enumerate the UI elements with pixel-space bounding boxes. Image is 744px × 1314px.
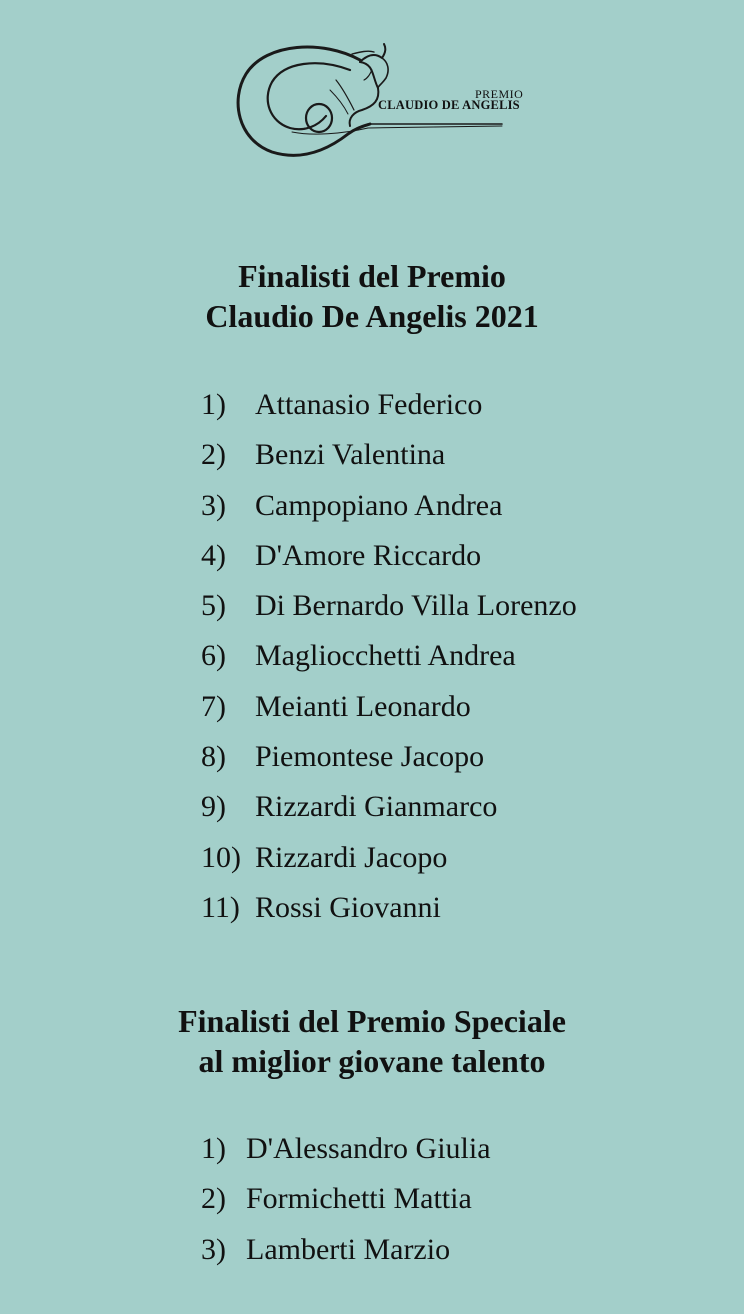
list-item-name: D'Alessandro Giulia: [246, 1132, 491, 1165]
list-item: [201, 535, 721, 585]
logo-name-text: CLAUDIO DE ANGELIS: [378, 98, 520, 112]
list-item-number: 4): [201, 538, 226, 572]
list-item-name: Rizzardi Gianmarco: [255, 790, 498, 824]
section1-title-line1: Finalisti del Premio: [238, 258, 506, 294]
list-item-name: Campopiano Andrea: [255, 488, 503, 522]
list-item-name: Meianti Leonardo: [255, 689, 471, 723]
section1-title-line2: Claudio De Angelis 2021: [205, 298, 539, 334]
list-item-number: 3): [201, 1232, 226, 1266]
list-item-number: 5): [201, 589, 226, 623]
list-item-number: 1): [201, 1132, 226, 1165]
list-item-number: 6): [201, 639, 226, 673]
list-item-name: Magliocchetti Andrea: [255, 639, 516, 673]
section2-title: [0, 1001, 744, 1081]
list-item-number: 9): [201, 790, 226, 824]
finalists-list: [201, 384, 721, 937]
list-item-number: 2): [201, 438, 226, 472]
list-item: [201, 1128, 721, 1178]
list-item: [201, 736, 721, 786]
list-item-number: 11): [201, 890, 240, 924]
list-item: [201, 585, 721, 635]
list-item-name: Lamberti Marzio: [246, 1232, 451, 1266]
section2-title-line1: Finalisti del Premio Speciale: [178, 1003, 566, 1039]
list-item-name: Benzi Valentina: [255, 438, 446, 472]
special-finalists-list: [201, 1128, 721, 1279]
list-item: [201, 837, 721, 887]
list-item-name: D'Amore Riccardo: [255, 538, 482, 572]
list-item: [201, 635, 721, 685]
list-item-number: 2): [201, 1182, 226, 1216]
list-item-name: Rossi Giovanni: [255, 890, 441, 924]
list-item-number: 3): [201, 488, 226, 522]
logo-premio-text: PREMIO: [475, 87, 524, 101]
list-item: [201, 485, 721, 535]
list-item: [201, 686, 721, 736]
section2-title-line2: al miglior giovane talento: [198, 1043, 546, 1079]
list-item: [201, 434, 721, 484]
list-item-name: Attanasio Federico: [255, 388, 483, 421]
list-item-name: Rizzardi Jacopo: [255, 840, 448, 874]
list-item: [201, 1229, 721, 1279]
list-item-name: Piemontese Jacopo: [255, 740, 485, 774]
list-item: [201, 786, 721, 836]
list-item: [201, 887, 721, 937]
list-item-number: 10): [201, 840, 241, 874]
list-item-number: 8): [201, 740, 226, 774]
list-item-name: Di Bernardo Villa Lorenzo: [255, 589, 577, 623]
list-item: [201, 384, 721, 434]
list-item: [201, 1178, 721, 1228]
list-item-number: 1): [201, 388, 226, 421]
section1-title: [0, 256, 744, 336]
list-item-number: 7): [201, 689, 226, 723]
list-item-name: Formichetti Mattia: [246, 1182, 472, 1216]
